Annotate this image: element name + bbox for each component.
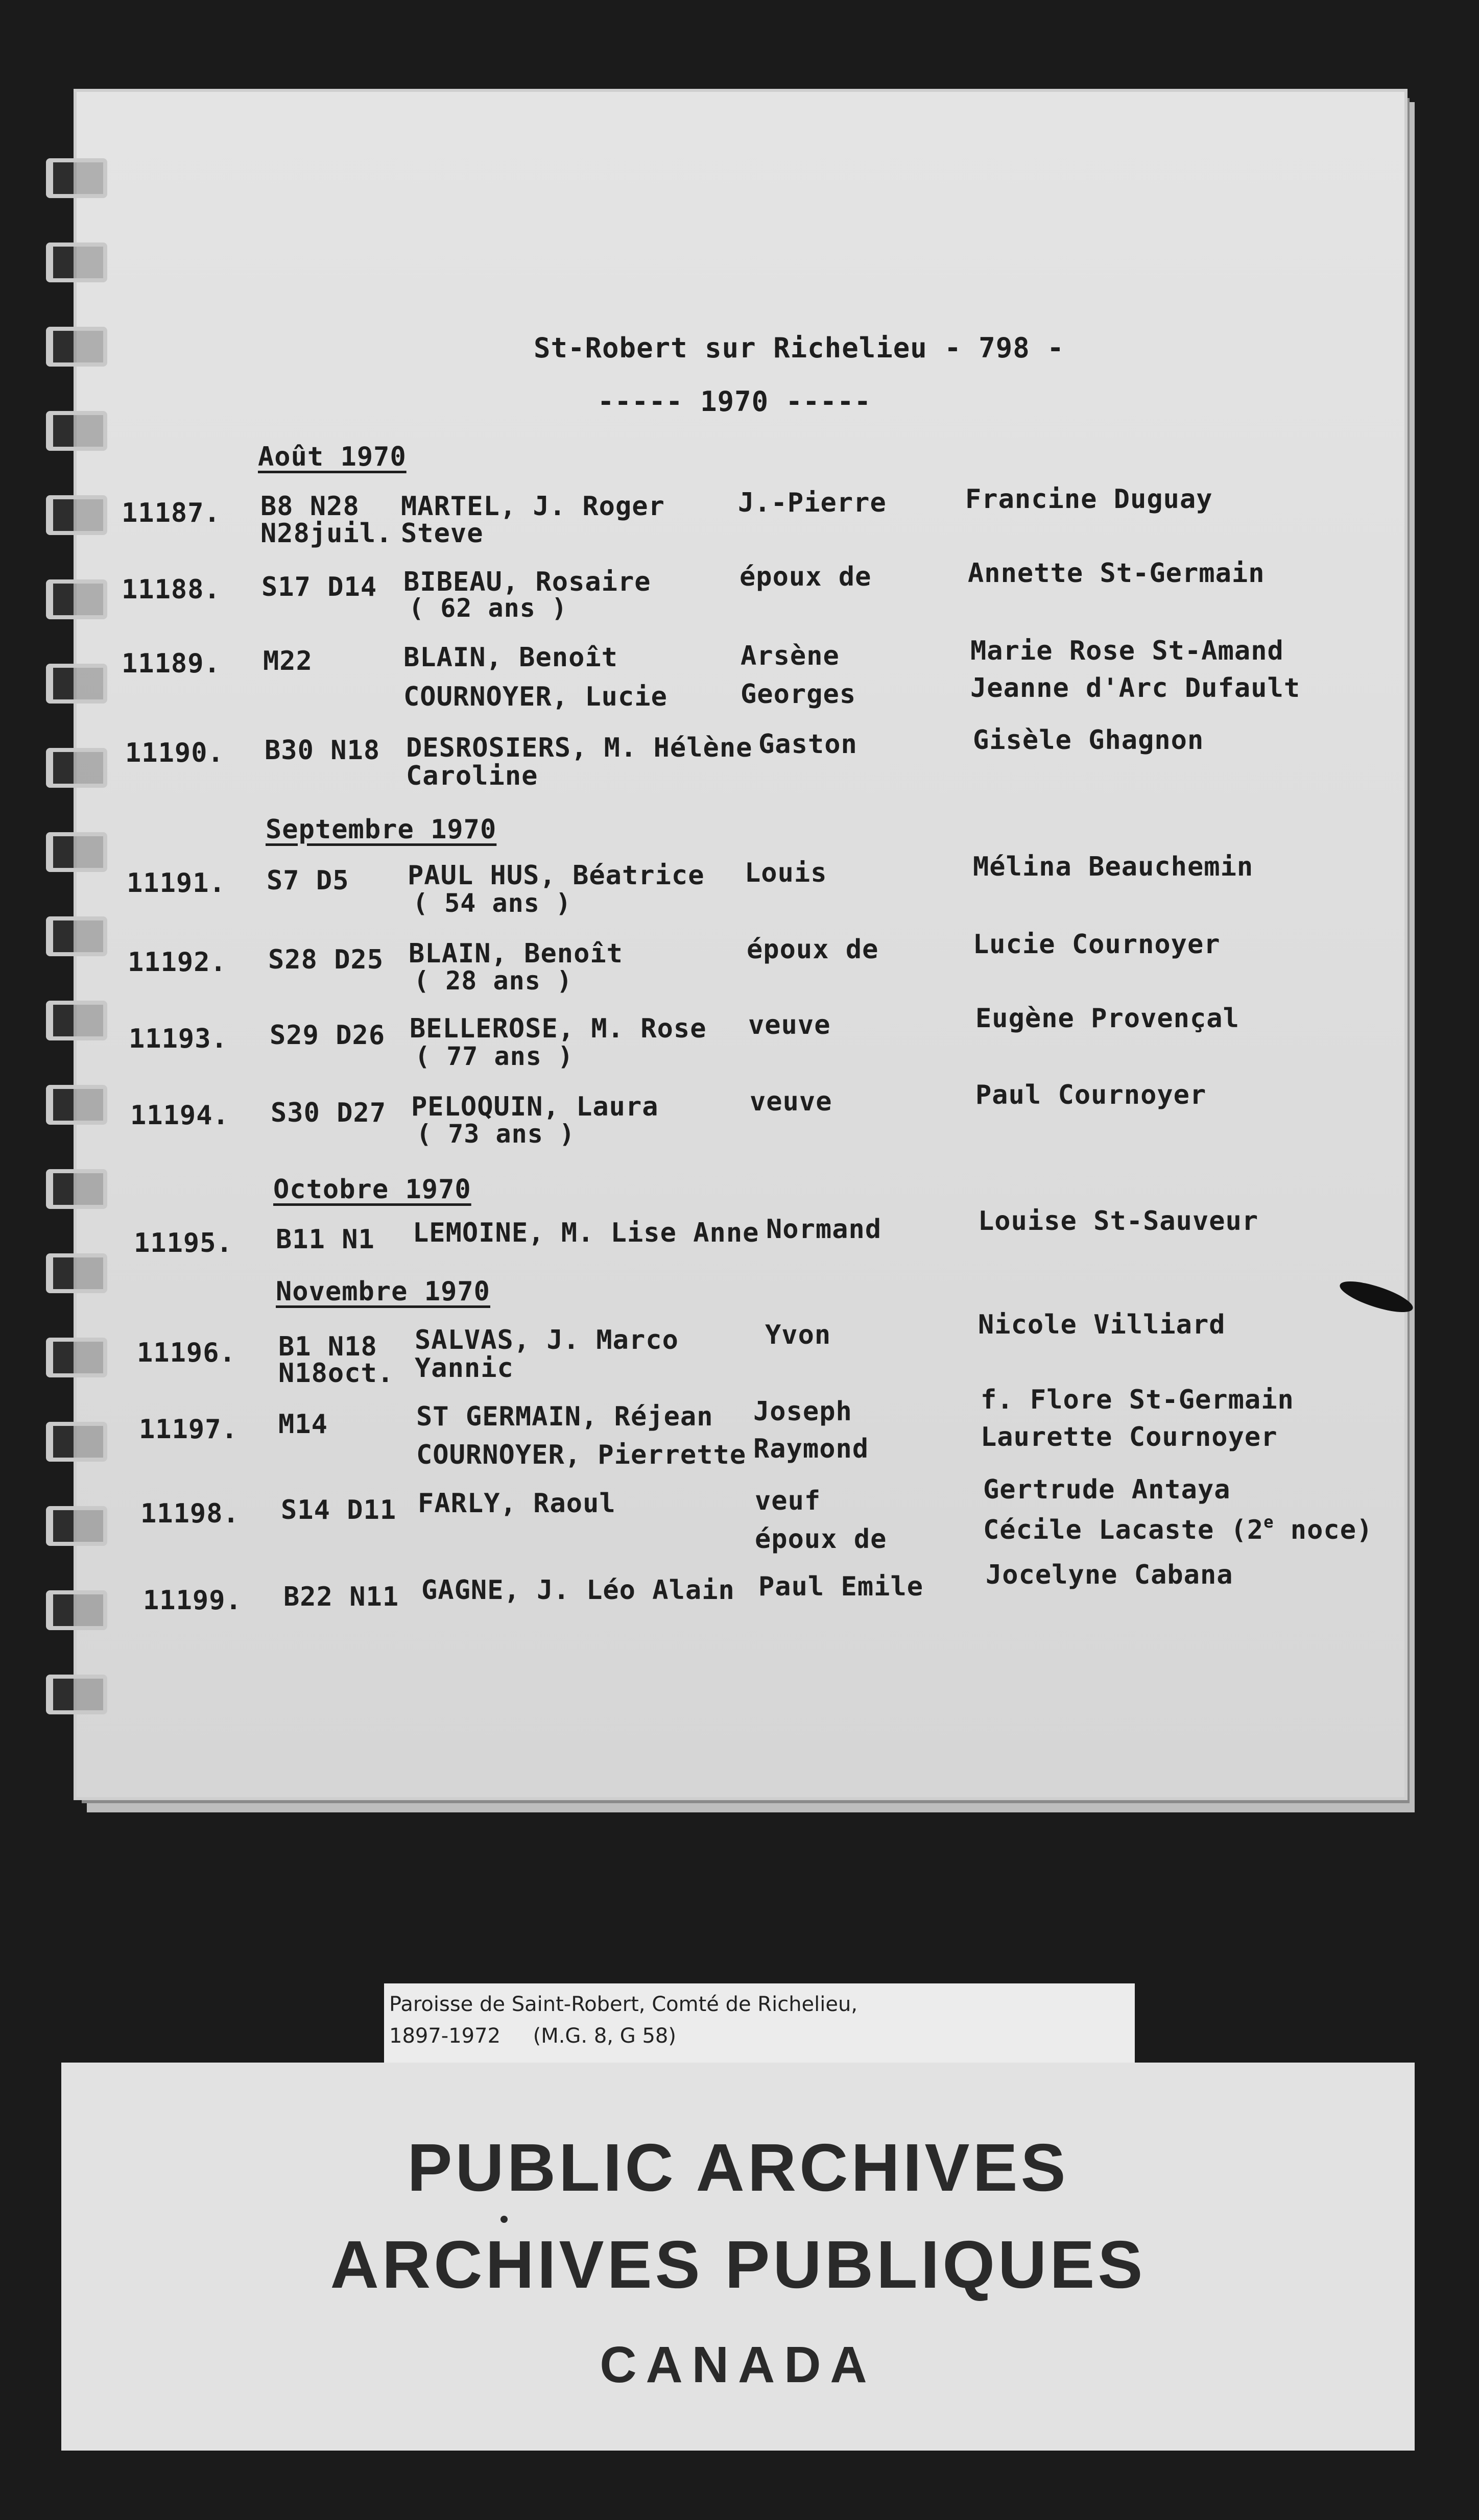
binding-ring: [46, 1253, 107, 1293]
stamp-line: CANADA: [600, 2336, 876, 2393]
binding-ring: [46, 1506, 107, 1546]
entry-name: Yannic: [415, 1353, 514, 1384]
binding-ring: [46, 664, 107, 704]
entry-spouse: Nicole Villiard: [978, 1310, 1226, 1340]
superscript: e: [1263, 1512, 1274, 1532]
entry-name: BLAIN, Benoît: [403, 642, 618, 673]
entry-relation: Paul Emile: [758, 1571, 924, 1602]
month-heading: Août 1970: [258, 442, 407, 472]
binding-ring: [46, 158, 107, 198]
binding-ring: [46, 243, 107, 282]
entry-spouse: Mélina Beauchemin: [973, 852, 1254, 882]
entry-name: BIBEAU, Rosaire: [403, 567, 651, 597]
month-heading: Novembre 1970: [276, 1276, 490, 1307]
spiral-binding: [46, 117, 112, 1792]
entry-code: S30 D27: [271, 1098, 387, 1128]
entry-spouse: Annette St-Germain: [968, 558, 1265, 589]
entry-code: S17 D14: [261, 572, 377, 602]
entry-relation: J.-Pierre: [738, 488, 887, 518]
entry-number: 11188.: [122, 574, 221, 605]
entry-spouse: Paul Cournoyer: [975, 1080, 1207, 1110]
entry-relation: veuve: [748, 1010, 831, 1040]
entry-number: 11195.: [134, 1228, 233, 1258]
binding-ring: [46, 411, 107, 451]
stamp-line: PUBLIC ARCHIVES: [407, 2130, 1069, 2205]
entry-code: S7 D5: [267, 865, 349, 896]
entry-age: ( 54 ans ): [413, 888, 572, 918]
entry-age: ( 28 ans ): [414, 966, 573, 996]
entry-code: S28 D25: [268, 944, 384, 975]
archives-stamp: [61, 2063, 1415, 2451]
entry-age: ( 73 ans ): [416, 1119, 576, 1149]
binding-ring: [46, 1422, 107, 1462]
year-heading: ----- 1970 -----: [598, 385, 872, 418]
binding-ring: [46, 1001, 107, 1040]
entry-name: GAGNE, J. Léo Alain: [421, 1575, 735, 1606]
entry-code: S14 D11: [281, 1495, 397, 1525]
entry-code: S29 D26: [270, 1020, 386, 1051]
binding-ring: [46, 327, 107, 367]
entry-code: B8 N28: [260, 491, 360, 522]
entry-number: 11190.: [125, 738, 224, 768]
entry-name: FARLY, Raoul: [418, 1488, 616, 1519]
entry-code: B1 N18: [278, 1331, 377, 1362]
entry-spouse: Jeanne d'Arc Dufault: [970, 673, 1301, 704]
entry-code: N28juil.: [260, 518, 393, 549]
stamp-line: ARCHIVES PUBLIQUES: [330, 2227, 1146, 2302]
binding-ring: [46, 832, 107, 872]
binding-ring: [46, 1590, 107, 1630]
entry-spouse: Gisèle Ghagnon: [973, 725, 1204, 756]
entry-spouse-tail: noce): [1274, 1515, 1373, 1545]
entry-name: Caroline: [406, 761, 538, 791]
entry-relation: époux de: [740, 562, 872, 592]
page-title: St-Robert sur Richelieu - 798 -: [534, 332, 1064, 364]
entry-relation: veuve: [750, 1086, 832, 1117]
collection-label: [384, 1983, 1135, 2065]
entry-spouse: Eugène Provençal: [975, 1003, 1239, 1034]
entry-relation: Louis: [745, 858, 827, 888]
label-line: 1897-1972 (M.G. 8, G 58): [389, 2024, 676, 2048]
entry-name: BELLEROSE, M. Rose: [410, 1013, 707, 1044]
entry-code: N18oct.: [278, 1358, 394, 1389]
entry-relation: Arsène: [741, 641, 840, 671]
entry-age: ( 62 ans ): [409, 593, 568, 623]
entry-code: B30 N18: [265, 735, 380, 766]
entry-number: 11196.: [137, 1338, 236, 1368]
entry-name: MARTEL, J. Roger: [401, 491, 665, 522]
entry-name: DESROSIERS, M. Hélène: [406, 733, 753, 763]
label-line: Paroisse de Saint-Robert, Comté de Richelieu,: [389, 1993, 858, 2016]
entry-number: 11194.: [130, 1100, 229, 1131]
entry-name: PAUL HUS, Béatrice: [408, 860, 705, 891]
entry-spouse: f. Flore St-Germain: [981, 1385, 1294, 1415]
binding-ring: [46, 495, 107, 535]
entry-spouse: Marie Rose St-Amand: [970, 636, 1284, 666]
entry-number: 11189.: [122, 648, 221, 679]
entry-name: COURNOYER, Pierrette: [416, 1440, 747, 1470]
month-heading: Septembre 1970: [266, 814, 497, 845]
entry-number: 11197.: [139, 1414, 238, 1445]
entry-age: ( 77 ans ): [415, 1041, 574, 1071]
binding-ring: [46, 1675, 107, 1714]
entry-spouse: Louise St-Sauveur: [978, 1206, 1259, 1237]
entry-name: SALVAS, J. Marco: [415, 1325, 679, 1355]
entry-spouse: [983, 1512, 1373, 1545]
entry-spouse: Lucie Cournoyer: [973, 929, 1221, 960]
entry-relation: Raymond: [753, 1434, 869, 1464]
entry-number: 11192.: [128, 947, 227, 978]
entry-code: B11 N1: [276, 1224, 375, 1255]
entry-name: ST GERMAIN, Réjean: [416, 1401, 713, 1432]
entry-name: LEMOINE, M. Lise Anne: [413, 1218, 759, 1248]
binding-ring: [46, 1169, 107, 1209]
binding-ring: [46, 916, 107, 956]
entry-relation: Gaston: [758, 729, 857, 760]
entry-code: M22: [263, 646, 313, 676]
entry-name: PELOQUIN, Laura: [411, 1092, 659, 1122]
entry-spouse: Francine Duguay: [965, 484, 1213, 515]
entry-number: 11198.: [140, 1498, 240, 1529]
entry-relation: veuf: [755, 1486, 821, 1516]
entry-number: 11199.: [143, 1585, 242, 1616]
binding-ring: [46, 748, 107, 788]
binding-ring: [46, 1085, 107, 1125]
entry-code: B22 N11: [283, 1582, 399, 1612]
entry-spouse: Laurette Cournoyer: [981, 1422, 1278, 1452]
binding-ring: [46, 579, 107, 619]
entry-name: Steve: [401, 518, 484, 549]
month-heading: Octobre 1970: [273, 1174, 471, 1205]
entry-spouse: Gertrude Antaya: [983, 1474, 1231, 1505]
entry-spouse-text: Cécile Lacaste (2: [983, 1515, 1264, 1545]
stamp-dot: [500, 2216, 508, 2223]
entry-name: COURNOYER, Lucie: [403, 682, 667, 712]
entry-relation: Georges: [741, 679, 856, 710]
entry-name: BLAIN, Benoît: [409, 938, 623, 969]
entry-number: 11193.: [129, 1024, 228, 1054]
entry-relation: Normand: [766, 1214, 882, 1245]
entry-relation: époux de: [747, 934, 879, 965]
entry-number: 11187.: [122, 498, 221, 528]
entry-code: M14: [278, 1409, 328, 1440]
entry-relation: époux de: [755, 1524, 887, 1555]
entry-spouse: Jocelyne Cabana: [986, 1560, 1233, 1590]
entry-relation: Joseph: [753, 1396, 852, 1427]
binding-ring: [46, 1338, 107, 1377]
entry-relation: Yvon: [765, 1320, 831, 1350]
entry-number: 11191.: [127, 868, 226, 899]
